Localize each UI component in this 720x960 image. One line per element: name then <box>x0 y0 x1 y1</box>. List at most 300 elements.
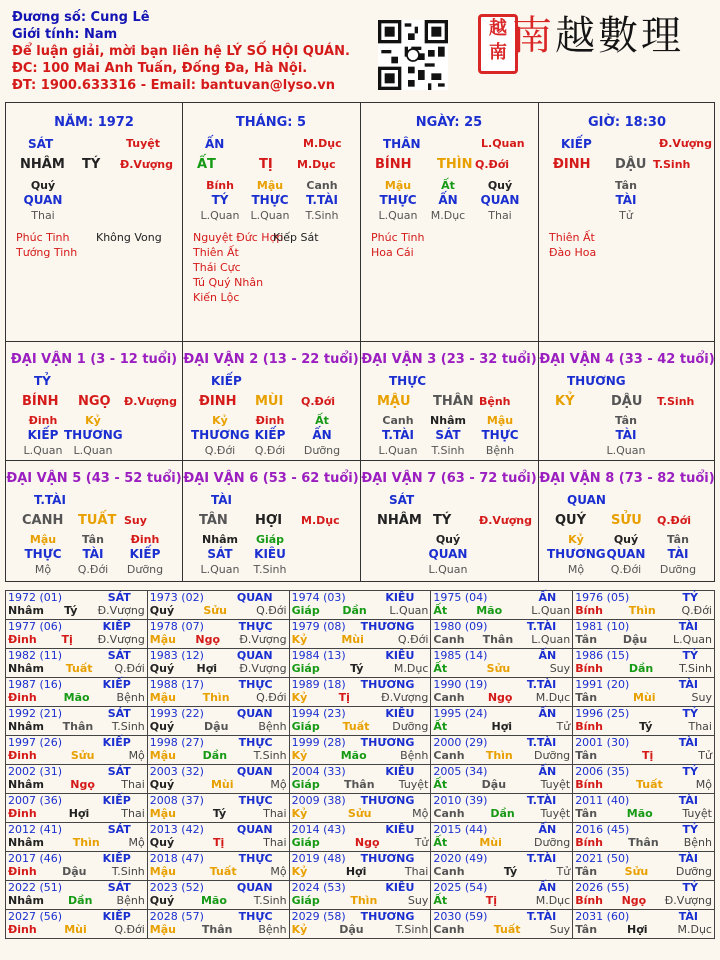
year-branch: Tý <box>350 662 364 675</box>
table-row <box>6 736 715 765</box>
year-stem: Ất <box>433 604 448 617</box>
hidden-stage: L.Quan <box>250 209 290 222</box>
year-branch: Sửu <box>347 807 372 820</box>
year-label: 2001 (30) <box>575 736 630 749</box>
hidden-stage: Q.Đới <box>254 444 286 457</box>
year-branch: Sửu <box>203 604 227 617</box>
year-row-top <box>433 823 570 836</box>
year-row-top <box>8 881 145 894</box>
year-cell <box>147 823 289 852</box>
year-label: 2022 (51) <box>8 881 63 894</box>
year-row-bottom <box>575 720 712 733</box>
year-stem: Giáp <box>291 720 320 733</box>
year-branch: Thìn <box>72 836 100 849</box>
year-ten-god: QUAN <box>236 823 273 836</box>
hidden-stage: T.Sinh <box>305 209 339 222</box>
year-stem: Kỷ <box>291 923 308 936</box>
year-ten-god: KIÊU <box>385 881 415 894</box>
pillar-cell <box>183 103 359 341</box>
year-ten-god: THỰC <box>238 794 273 807</box>
year-cell <box>573 765 715 794</box>
year-label: 1988 (17) <box>149 678 204 691</box>
hidden-god: THỰC <box>24 547 62 561</box>
year-row-top <box>575 707 712 720</box>
year-stage: Dưỡng <box>675 865 712 878</box>
year-ten-god: THƯƠNG <box>360 852 415 865</box>
hidden-god: THỰC <box>251 193 289 207</box>
year-stage: L.Quan <box>531 633 571 646</box>
year-branch: Sửu <box>70 749 95 762</box>
year-ten-god: THƯƠNG <box>360 794 415 807</box>
year-branch: Mùi <box>341 633 364 646</box>
year-branch: Tuất <box>342 720 370 733</box>
year-cell <box>431 823 573 852</box>
luck-period-cell <box>6 342 182 460</box>
year-branch: Ngọ <box>487 691 513 704</box>
year-branch: Dần <box>342 604 367 617</box>
hidden-stage: Thai <box>488 209 512 222</box>
year-branch: Dậu <box>62 865 87 878</box>
pillar-ten-god: SÁT <box>28 137 54 151</box>
year-label: 1977 (06) <box>8 620 63 633</box>
year-label: 2018 (47) <box>149 852 204 865</box>
year-ten-god: KIÊU <box>385 823 415 836</box>
year-cell <box>147 881 289 910</box>
year-branch: Tý <box>212 807 227 820</box>
year-ten-god: QUAN <box>236 707 273 720</box>
year-stage: Mộ <box>695 778 712 791</box>
year-row-bottom <box>150 604 287 617</box>
year-stage: Đ.Vượng <box>239 633 287 646</box>
year-label: 1998 (27) <box>149 736 204 749</box>
year-ten-god: TÀI <box>678 910 698 923</box>
year-row-top <box>575 649 712 662</box>
year-label: 1997 (26) <box>8 736 63 749</box>
pillar-cell <box>361 103 537 341</box>
year-row-bottom <box>292 778 429 791</box>
table-row <box>6 649 715 678</box>
year-branch: Thân <box>343 778 375 791</box>
year-stage: T.Sinh <box>111 720 145 733</box>
year-ten-god: QUAN <box>236 591 273 604</box>
hidden-stem: Ất <box>315 414 329 427</box>
hidden-stage: T.Sinh <box>253 563 287 576</box>
hidden-god: KIẾP <box>129 547 161 561</box>
luck-period-title: ĐẠI VẬN 6 (53 - 62 tuổi) <box>183 471 359 486</box>
star-label: Hoa Cái <box>371 246 414 259</box>
star-label: Thiên Ất <box>549 231 595 244</box>
year-row-bottom <box>575 865 712 878</box>
year-ten-god: TỶ <box>682 823 698 836</box>
year-ten-god: TÀI <box>678 620 698 633</box>
year-stem: Quý <box>149 720 175 733</box>
year-row-bottom <box>8 633 145 646</box>
year-row-bottom <box>575 662 712 675</box>
year-row-bottom <box>575 778 712 791</box>
hidden-god: QUAN <box>23 193 63 207</box>
year-ten-god: THỰC <box>238 620 273 633</box>
hidden-stem: Nhâm <box>202 533 238 546</box>
year-label: 2002 (31) <box>8 765 63 778</box>
year-label: 1982 (11) <box>8 649 63 662</box>
year-branch: Dần <box>202 749 228 762</box>
year-row-bottom <box>575 633 712 646</box>
year-cell <box>147 736 289 765</box>
year-cell <box>431 794 573 823</box>
year-row-bottom <box>292 720 429 733</box>
year-stem: Ất <box>433 720 448 733</box>
hidden-stem: Canh <box>306 179 338 192</box>
year-cell <box>147 794 289 823</box>
hidden-god: T.TÀI <box>382 428 414 442</box>
year-stage: Dưỡng <box>534 749 571 762</box>
year-row-top <box>292 591 429 604</box>
year-label: 2009 (38) <box>291 794 346 807</box>
year-ten-god: ẤN <box>538 765 557 778</box>
year-stage: Bệnh <box>258 720 287 733</box>
year-stage: Suy <box>549 923 571 936</box>
year-row-top <box>8 852 145 865</box>
year-ten-god: KIẾP <box>102 794 131 807</box>
year-ten-god: QUAN <box>236 765 273 778</box>
year-stage: T.Sinh <box>679 662 712 675</box>
year-row-top <box>150 649 287 662</box>
year-branch: Dần <box>68 894 93 907</box>
year-label: 1972 (01) <box>8 591 63 604</box>
year-branch: Mão <box>340 749 367 762</box>
year-row-bottom <box>433 778 570 791</box>
year-stage: Tử <box>414 836 429 849</box>
year-row-bottom <box>292 662 429 675</box>
year-label: 2007 (36) <box>8 794 63 807</box>
year-row-bottom <box>150 778 287 791</box>
year-stage: Đ.Vượng <box>381 691 429 704</box>
year-branch: Thân <box>62 720 94 733</box>
year-ten-god: THỰC <box>238 852 273 865</box>
hidden-stage: L.Quan <box>606 444 646 457</box>
year-label: 2011 (40) <box>575 794 630 807</box>
luck-period-title: ĐẠI VẬN 5 (43 - 52 tuổi) <box>6 471 182 486</box>
year-label: 2020 (49) <box>433 852 488 865</box>
year-cell <box>431 765 573 794</box>
heavenly-stem: CANH <box>22 513 64 528</box>
heavenly-stem: TÂN <box>199 513 228 528</box>
year-stem: Kỷ <box>291 691 308 704</box>
star-label: Phúc Tinh <box>16 231 70 244</box>
branch-relation: T.Sinh <box>657 395 695 408</box>
year-row-bottom <box>292 923 429 936</box>
luck-ten-god: TÀI <box>211 493 233 507</box>
year-ten-god: THƯƠNG <box>360 736 415 749</box>
year-cell <box>431 707 573 736</box>
year-stage: Tử <box>556 865 571 878</box>
year-cell <box>431 591 573 620</box>
hidden-stage: Dưỡng <box>659 563 697 576</box>
branch-relation: Đ.Vượng <box>120 158 174 171</box>
year-label: 2012 (41) <box>8 823 63 836</box>
earthly-branch: THÂN <box>433 394 474 409</box>
year-stem: Bính <box>575 778 604 791</box>
hidden-stage: L.Quan <box>378 209 418 222</box>
year-cell <box>6 736 148 765</box>
year-row-top <box>150 910 287 923</box>
year-branch: Thìn <box>485 749 513 762</box>
hidden-stem: Quý <box>435 533 461 546</box>
hidden-stem: Tân <box>82 533 104 546</box>
year-stem: Đinh <box>8 865 37 878</box>
year-row-top <box>575 591 712 604</box>
year-cell <box>6 678 148 707</box>
hidden-stem: Kỷ <box>212 414 228 427</box>
seal-char: 越 <box>489 18 507 39</box>
year-stem: Tân <box>575 633 598 646</box>
year-stage: Mộ <box>128 836 145 849</box>
year-row-top <box>575 823 712 836</box>
year-ten-god: SÁT <box>107 765 131 778</box>
table-row <box>6 707 715 736</box>
year-stem: Canh <box>433 923 465 936</box>
luck-period-title: ĐẠI VẬN 1 (3 - 12 tuổi) <box>10 352 178 367</box>
year-ten-god: SÁT <box>107 707 131 720</box>
hidden-god: TÀI <box>615 193 637 207</box>
year-branch: Tuất <box>635 778 663 791</box>
year-stage: Thai <box>404 865 429 878</box>
year-row-top <box>150 823 287 836</box>
hidden-god: KIẾP <box>27 428 59 442</box>
year-stage: Bệnh <box>400 749 429 762</box>
year-row-top <box>8 910 145 923</box>
year-row-top <box>8 765 145 778</box>
year-stem: Mậu <box>149 691 176 704</box>
earthly-branch: DẬU <box>611 394 643 409</box>
pillar-title: GIỜ: 18:30 <box>588 115 666 130</box>
year-ten-god: THƯƠNG <box>360 620 415 633</box>
year-stage: Bệnh <box>116 691 145 704</box>
year-ten-god: T.TÀI <box>526 678 557 691</box>
table-row <box>6 620 715 649</box>
year-stage: T.Sinh <box>111 865 145 878</box>
year-row-bottom <box>575 604 712 617</box>
year-row-bottom <box>8 836 145 849</box>
year-ten-god: TÀI <box>678 736 698 749</box>
year-row-top <box>292 794 429 807</box>
luck-ten-god: QUAN <box>567 493 606 507</box>
luck-ten-god: KIẾP <box>211 374 242 388</box>
pillar-cell <box>6 103 182 341</box>
year-row-bottom <box>575 894 712 907</box>
year-ten-god: THƯƠNG <box>360 910 415 923</box>
year-ten-god: T.TÀI <box>526 620 557 633</box>
year-stage: Tuyệt <box>398 778 429 791</box>
year-row-bottom <box>292 691 429 704</box>
hidden-stage: Dưỡng <box>126 563 164 576</box>
year-stem: Giáp <box>291 836 320 849</box>
year-stage: T.Sinh <box>253 749 287 762</box>
heavenly-stem: NHÂM <box>377 513 422 528</box>
owner-gender: Giới tính: Nam <box>12 27 118 42</box>
year-branch: Ngọ <box>195 633 221 646</box>
year-stem: Nhâm <box>8 662 44 675</box>
year-ten-god: TÀI <box>678 852 698 865</box>
year-label: 1999 (28) <box>291 736 346 749</box>
year-stem: Ất <box>433 894 448 907</box>
year-row-bottom <box>433 604 570 617</box>
year-label: 2025 (54) <box>433 881 488 894</box>
year-row-top <box>575 678 712 691</box>
year-cell <box>6 765 148 794</box>
year-row-top <box>8 620 145 633</box>
year-stage: Thai <box>121 778 145 791</box>
table-row <box>6 794 715 823</box>
hidden-god: KIẾP <box>254 428 286 442</box>
luck-ten-god: TỶ <box>34 374 51 388</box>
hidden-stem: Đinh <box>255 414 285 427</box>
year-branch: Hợi <box>491 720 513 733</box>
hidden-god: QUAN <box>480 193 520 207</box>
year-stem: Ất <box>433 662 448 675</box>
year-row-bottom <box>292 807 429 820</box>
year-branch: Ngọ <box>70 778 95 791</box>
hidden-stem: Bính <box>206 179 234 192</box>
hidden-god: ẤN <box>438 193 458 207</box>
earthly-branch: TỊ <box>259 157 273 172</box>
year-label: 1984 (13) <box>291 649 346 662</box>
year-stem: Đinh <box>8 923 37 936</box>
year-row-bottom <box>8 865 145 878</box>
year-label: 1996 (25) <box>575 707 630 720</box>
heavenly-stem: KỶ <box>555 394 575 409</box>
year-row-top <box>433 678 570 691</box>
hidden-stage: Q.Đới <box>77 563 109 576</box>
year-row-top <box>8 678 145 691</box>
year-branch: Mão <box>63 691 90 704</box>
brand-char: 理 <box>641 13 684 59</box>
year-stem: Bính <box>575 604 604 617</box>
year-stage: T.Sinh <box>253 894 287 907</box>
year-row-top <box>433 881 570 894</box>
year-ten-god: KIÊU <box>385 591 415 604</box>
year-cell <box>573 620 715 649</box>
luck-period-cell <box>6 461 182 579</box>
year-label: 2005 (34) <box>433 765 488 778</box>
year-stem: Giáp <box>291 604 320 617</box>
year-row-top <box>292 620 429 633</box>
year-ten-god: THƯƠNG <box>360 678 415 691</box>
year-row-top <box>292 910 429 923</box>
table-row <box>6 881 715 910</box>
year-stem: Giáp <box>291 662 320 675</box>
year-ten-god: TÀI <box>678 678 698 691</box>
year-cell <box>289 765 431 794</box>
year-stem: Nhâm <box>8 836 44 849</box>
year-stem: Bính <box>575 720 604 733</box>
luck-ten-god: SÁT <box>389 493 415 507</box>
hidden-god: TÀI <box>82 547 104 561</box>
year-stage: Bệnh <box>258 923 287 936</box>
hidden-god: TÀI <box>667 547 689 561</box>
year-row-top <box>150 881 287 894</box>
pillar-stage: L.Quan <box>481 137 525 150</box>
star-label: Nguyệt Đức Hợp <box>193 231 284 244</box>
year-cell <box>147 852 289 881</box>
year-stem: Đinh <box>8 633 37 646</box>
year-row-bottom <box>150 807 287 820</box>
hidden-stem: Tân <box>615 179 637 192</box>
year-ten-god: ẤN <box>538 649 557 662</box>
year-stem: Nhâm <box>8 894 44 907</box>
year-branch: Mùi <box>479 836 502 849</box>
year-label: 2028 (57) <box>149 910 204 923</box>
year-stem: Quý <box>149 604 175 617</box>
branch-relation: Q.Đới <box>475 158 510 171</box>
year-stem: Canh <box>433 865 465 878</box>
year-stem: Bính <box>575 836 604 849</box>
year-cell <box>573 881 715 910</box>
star-label: Thiên Ất <box>193 246 239 259</box>
year-row-bottom <box>8 923 145 936</box>
year-label: 2023 (52) <box>149 881 204 894</box>
year-stem: Kỷ <box>291 633 308 646</box>
earthly-branch: NGỌ <box>78 394 111 409</box>
hidden-god: KIÊU <box>254 547 286 561</box>
year-stage: Mộ <box>270 865 287 878</box>
year-stage: Đ.Vượng <box>664 894 712 907</box>
year-cell <box>289 823 431 852</box>
heavenly-stem: BÍNH <box>375 157 412 172</box>
earthly-branch: SỬU <box>611 513 642 528</box>
hidden-stem: Mậu <box>384 179 412 192</box>
hidden-stage: Q.Đới <box>610 563 642 576</box>
year-label: 2013 (42) <box>149 823 204 836</box>
table-row <box>6 678 715 707</box>
year-stem: Quý <box>149 836 175 849</box>
year-cell <box>573 591 715 620</box>
year-cell <box>289 794 431 823</box>
pillar-stage: M.Dục <box>303 137 342 150</box>
year-label: 1981 (10) <box>575 620 630 633</box>
year-row-bottom <box>150 923 287 936</box>
branch-relation: M.Dục <box>301 514 340 527</box>
year-row-top <box>150 591 287 604</box>
year-stage: Dưỡng <box>534 836 571 849</box>
year-cell <box>573 736 715 765</box>
year-row-top <box>150 852 287 865</box>
year-label: 2003 (32) <box>149 765 204 778</box>
earthly-branch: TUẤT <box>78 513 117 528</box>
hidden-stem: Quý <box>30 179 56 192</box>
hidden-god: THỰC <box>481 428 519 442</box>
year-label: 1979 (08) <box>291 620 346 633</box>
pillar-title: NGÀY: 25 <box>415 115 483 130</box>
year-stage: Bệnh <box>116 894 145 907</box>
year-stage: Đ.Vượng <box>97 633 145 646</box>
year-ten-god: SÁT <box>107 823 131 836</box>
year-row-bottom <box>292 604 429 617</box>
year-label: 1987 (16) <box>8 678 63 691</box>
owner-info <box>12 9 350 94</box>
year-cell <box>289 852 431 881</box>
year-stage: Suy <box>691 691 712 704</box>
year-cell <box>6 591 148 620</box>
year-cell <box>431 881 573 910</box>
year-cell <box>6 620 148 649</box>
year-branch: Tý <box>639 720 653 733</box>
year-label: 1989 (18) <box>291 678 346 691</box>
brand-char: 南 <box>512 13 555 59</box>
year-cell <box>6 881 148 910</box>
year-branch: Thìn <box>628 604 656 617</box>
year-branch: Tị <box>338 691 350 704</box>
